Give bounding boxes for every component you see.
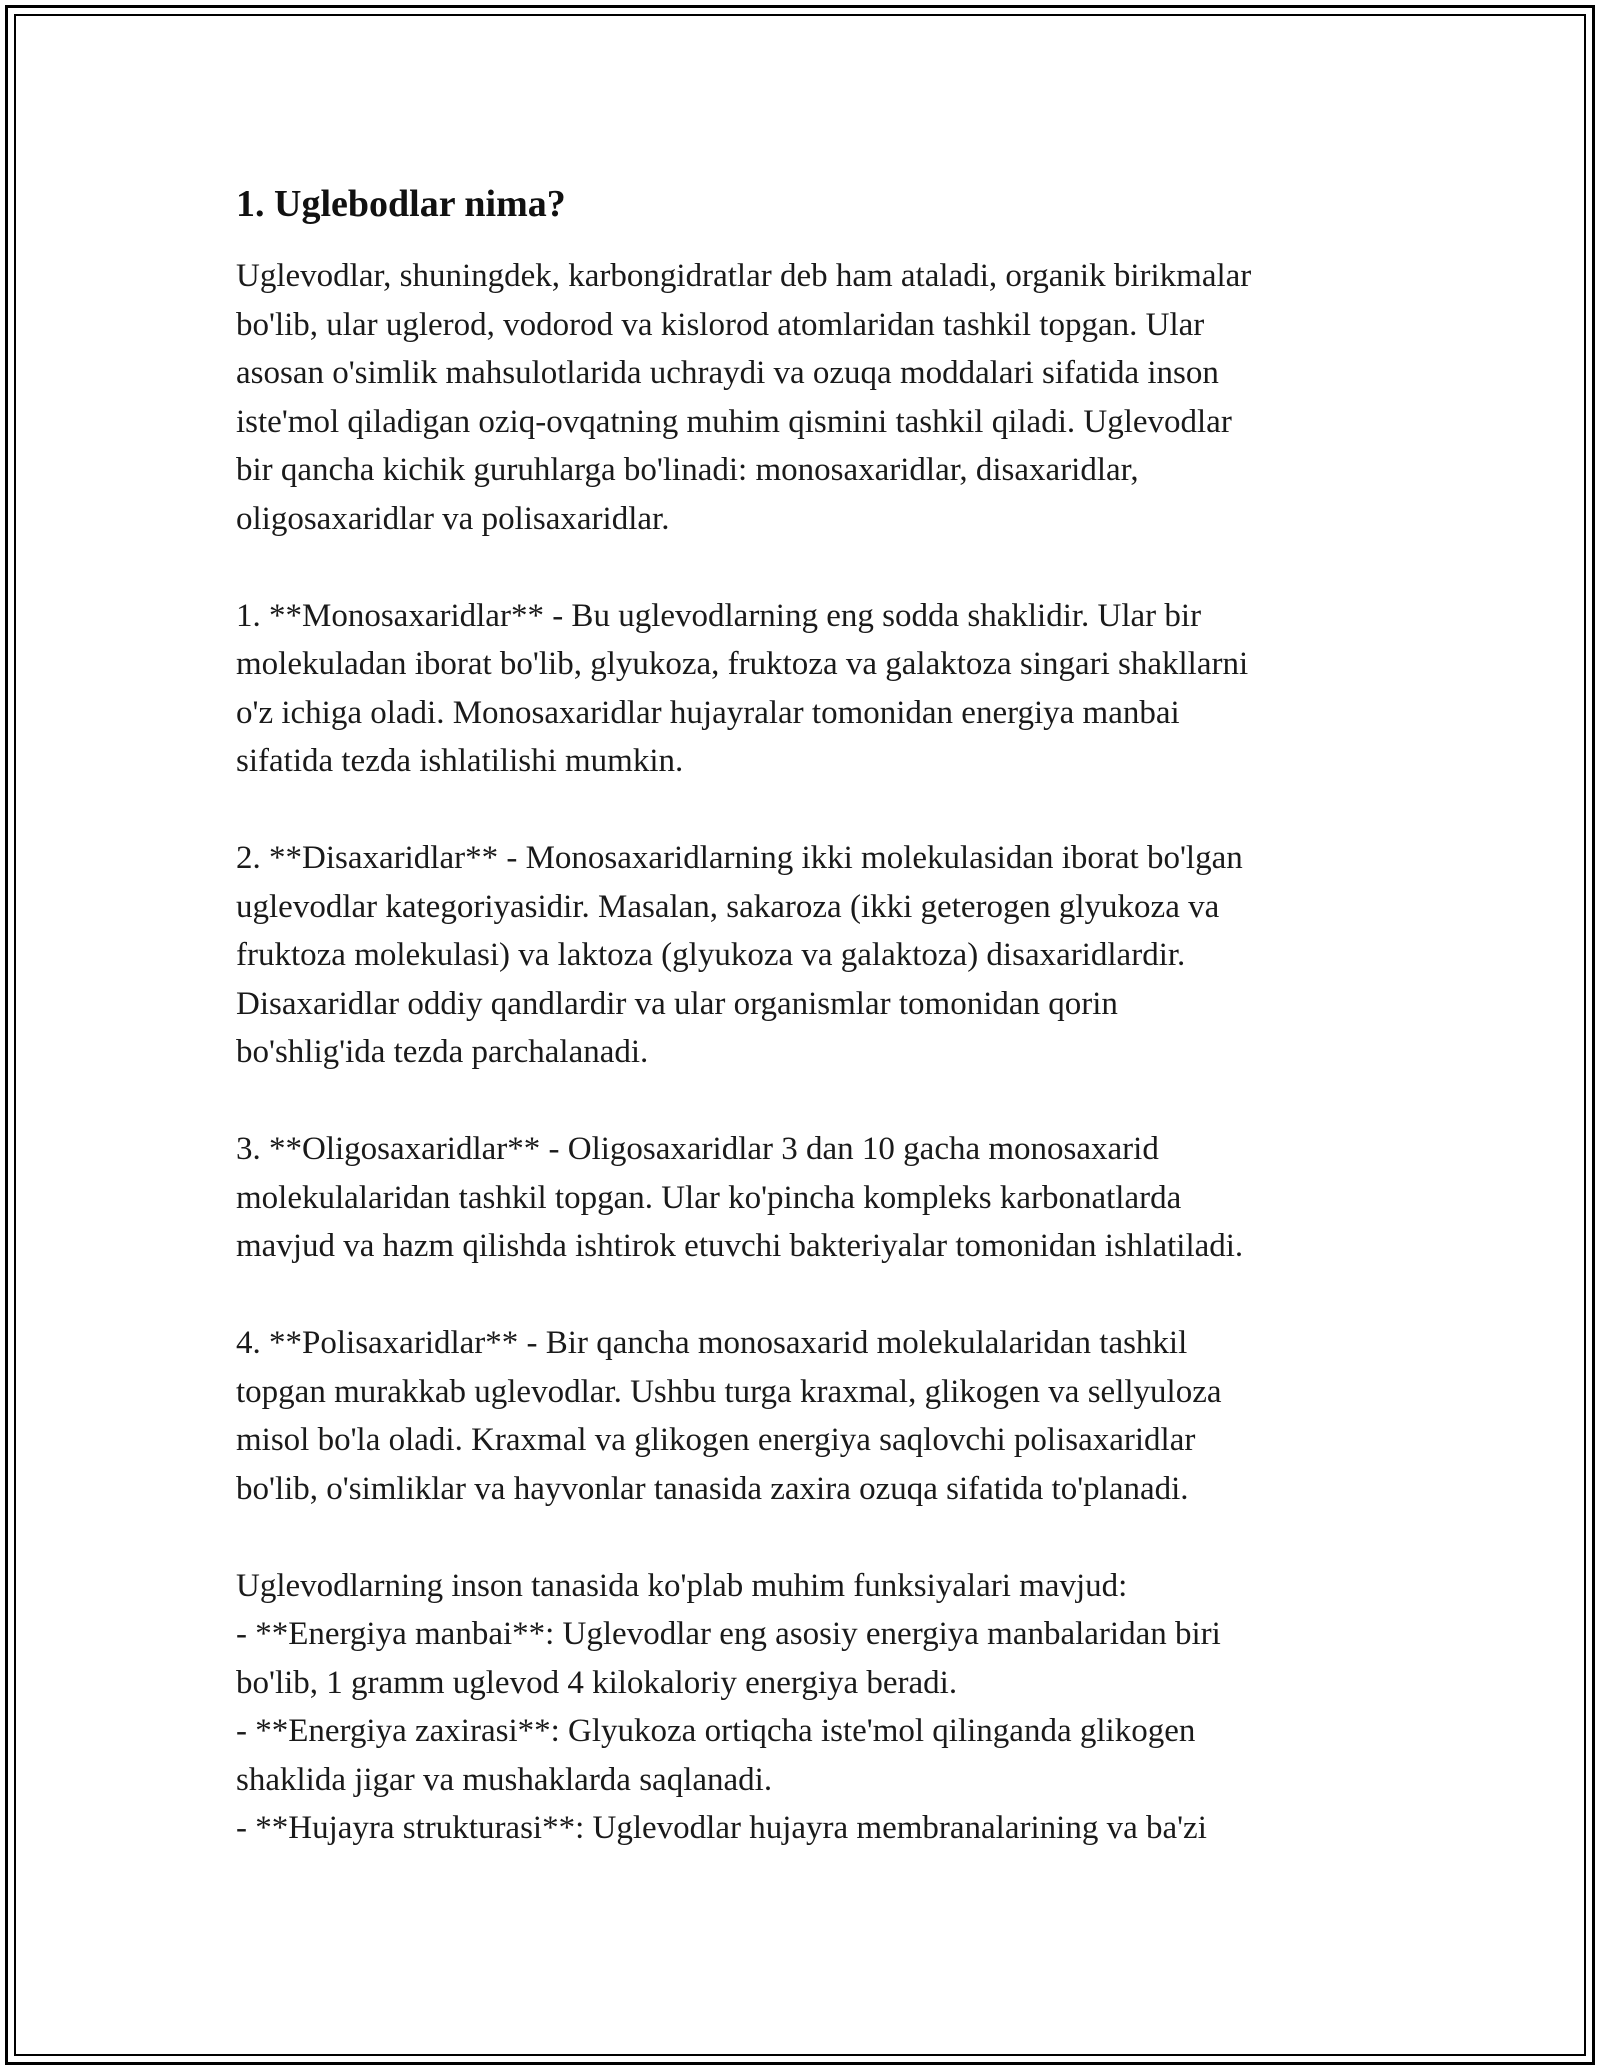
document-body: Uglevodlar, shuningdek, karbongidratlar deb ham ataladi, organik birikmalar bo'lib, ular uglerod, vodorod va kislorod atomlaridan tashkil topgan. Ular asosan o'simlik mahsulotlarida uchraydi va ozuqa moddalari sifatida inson iste'mol qiladigan oziq-ovqatning muhim qismini tashkil qiladi. Uglevodlar bir qancha kichik guruhlarga bo'linadi: monosaxaridlar, disaxaridlar, oligosaxaridlar va polisaxaridlar. 1. **Monosaxaridlar** - Bu uglevodlarning eng sodda shaklidir. Ular bir molekuladan iborat bo'lib, glyukoza, fruktoza va galaktoza singari shakllarni o'z ichiga oladi. Monosaxaridlar hujayralar tomonidan energiya manbai sifatida tezda ishlatilishi mumkin. 2. **Disaxaridlar** - Monosaxaridlarning ikki molekulasidan iborat bo'lgan uglevodlar kategoriyasidir. Masalan, sakaroza (ikki geterogen glyukoza va fruktoza molekulasi) va laktoza (glyukoza va galaktoza) disaxaridlardir. Disaxaridlar oddiy qandlardir va ular organismlar tomonidan qorin bo'shlig'ida tezda parchalanadi. 3. **Oligosaxaridlar** - Oligosaxaridlar 3 dan 10 gacha monosaxarid molekulalaridan tashkil topgan. Ular ko'pincha kompleks karbonatlarda mavjud va hazm qilishda ishtirok etuvchi bakteriyalar tomonidan ishlatiladi. 4. **Polisaxaridlar** - Bir qancha monosaxarid molekulalaridan tashkil topgan murakkab uglevodlar. Ushbu turga kraxmal, glikogen va sellyuloza misol bo'la oladi. Kraxmal va glikogen energiya saqlovchi polisaxaridlar bo'lib, o'simliklar va hayvonlar tanasida zaxira ozuqa sifatida to'planadi. Uglevodlarning inson tanasida ko'plab muhim funksiyalari mavjud: - **Energiya manbai**: Uglevodlar eng asosiy energiya manbalaridan biri bo'lib, 1 gramm uglevod 4 kilokaloriy energiya beradi. - **Energiya zaxirasi**: Glyukoza ortiqcha iste'mol qilinganda glikogen shaklida jigar va mushaklarda saqlanadi. - **Hujayra strukturasi**: Uglevodlar hujayra membranalarining va ba'zi: [236, 258, 1252, 1846]
document-title: 1. Uglebodlar nima?: [236, 183, 566, 225]
document-page: [236, 180, 1396, 1853]
